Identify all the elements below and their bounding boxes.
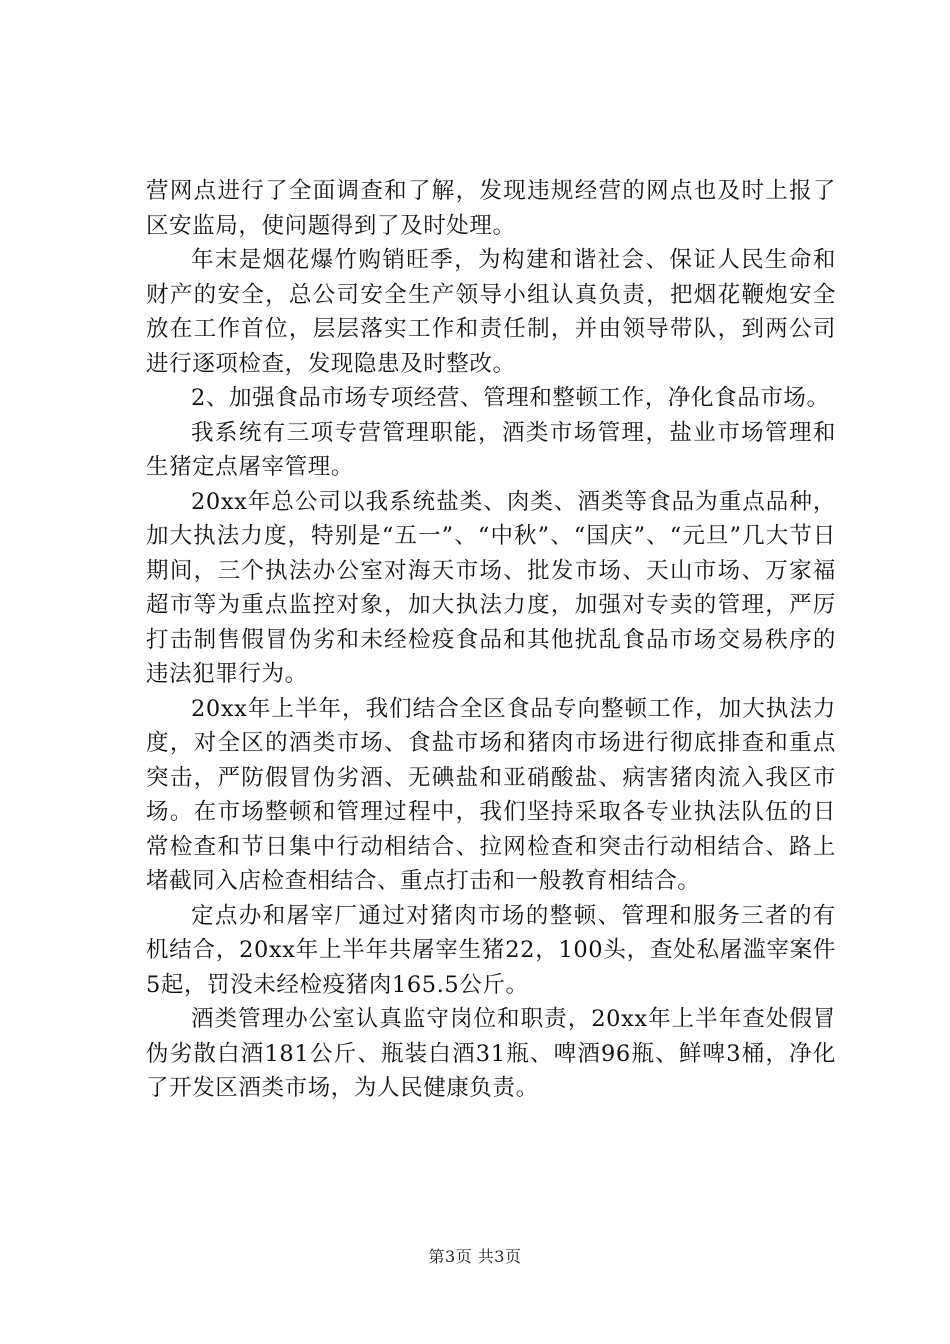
document-body [146, 174, 836, 1106]
paragraph-continuation: 营网点进行了全面调查和了解，发现违规经营的网点也及时上报了区安监局，使问题得到了及时处理。 [146, 178, 836, 239]
page-footer: 第3页 共3页 [428, 1247, 522, 1266]
paragraph-first-half-rectification: 20xx年上半年，我们结合全区食品专向整顿工作，加大执法力度，对全区的酒类市场、食盐市场和猪肉市场进行彻底排查和重点突击，严防假冒伪劣酒、无碘盐和亚硝酸盐、病害猪肉流入我区市场。在市场整顿和管理过程中，我们坚持采取各专业执法队伍的日常检查和节日集中行动相结合、拉网检查和突击行动相结合、路上堵截同入店检查相结合、重点打击和一般教育相结合。 [146, 695, 836, 894]
paragraph-enforcement: 20xx年总公司以我系统盐类、肉类、酒类等食品为重点品种，加大执法力度，特别是“五一”、“中秋”、“国庆”、“元旦”几大节日期间，三个执法办公室对海天市场、批发市场、天山市场、万家福超市等为重点监控对象，加大执法力度，加强对专卖的管理，严厉打击制售假冒伪劣和未经检疫食品和其他扰乱食品市场交易秩序的违法犯罪行为。 [146, 488, 836, 687]
section-heading-food-market: 2、加强食品市场专项经营、管理和整顿工作，净化食品市场。 [191, 385, 830, 411]
paragraph-slaughter-stats: 定点办和屠宰厂通过对猪肉市场的整顿、管理和服务三者的有机结合，20xx年上半年共屠宰生猪22，100头，查处私屠滥宰案件5起，罚没未经检疫猪肉165.5公斤。 [146, 902, 836, 998]
paragraph-liquor-stats: 酒类管理办公室认真监守岗位和职责，20xx年上半年查处假冒伪劣散白酒181公斤、瓶装白酒31瓶、啤酒96瓶、鲜啤3桶，净化了开发区酒类市场，为人民健康负责。 [146, 1006, 836, 1101]
paragraph-management-functions: 我系统有三项专营管理职能，酒类市场管理，盐业市场管理和生猪定点屠宰管理。 [146, 419, 836, 480]
paragraph-fireworks-safety: 年末是烟花爆竹购销旺季，为构建和谐社会、保证人民生命和财产的安全，总公司安全生产领导小组认真负责，把烟花鞭炮安全放在工作首位，层层落实工作和责任制，并由领导带队，到两公司进行逐项检查，发现隐患及时整改。 [146, 247, 836, 377]
